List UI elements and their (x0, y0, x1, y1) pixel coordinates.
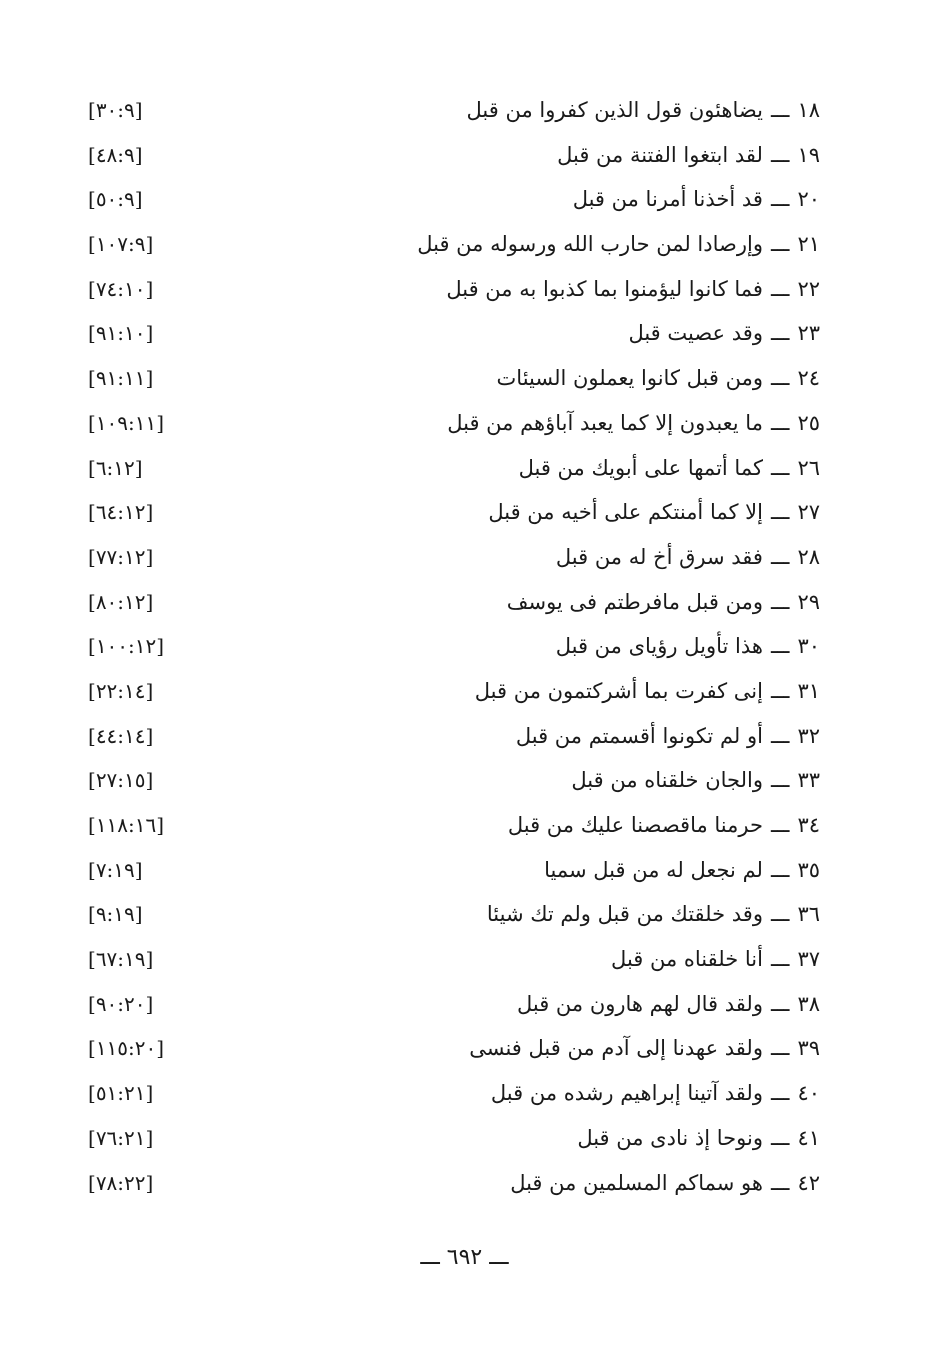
list-item (80, 758, 820, 803)
entry-text-line (487, 892, 820, 936)
entry-reference: [٧٨:٢٢] (88, 1170, 154, 1195)
entry-number: ٤٠ (797, 1081, 820, 1106)
list-item (80, 311, 820, 356)
entry-reference: [١٠٩:١١] (88, 410, 165, 435)
entry-reference: [٦٧:١٩] (88, 947, 154, 972)
entry-reference: [٩١:١١] (88, 366, 154, 391)
entry-phrase: ولقد قال لهم هارون من قبل (516, 991, 763, 1016)
entry-reference: [١٠٧:٩] (88, 232, 154, 257)
list-item (80, 982, 820, 1027)
entry-phrase: حرمنا ماقصصنا عليك من قبل (507, 813, 763, 837)
entry-text-line (488, 490, 820, 534)
entry-reference: [٥١:٢١] (88, 1081, 154, 1106)
entry-number: ١٩ (797, 142, 820, 167)
entry-phrase: فقد سرق أخ له من قبل (555, 544, 763, 569)
entry-dash: ـــ (770, 813, 790, 837)
entry-text-line (510, 1161, 820, 1205)
entry-text-line (573, 177, 820, 221)
entry-text-line (507, 580, 820, 624)
entry-dash: ـــ (770, 455, 790, 480)
entry-text-line (557, 133, 820, 177)
entry-text-line (516, 714, 820, 758)
entry-text-line (491, 1071, 820, 1115)
entry-number: ١٨ (797, 98, 820, 122)
entry-dash: ـــ (770, 187, 790, 212)
entry-number: ٢٥ (797, 410, 820, 435)
entry-reference: [٧:١٩] (88, 857, 143, 882)
list-item (80, 356, 820, 401)
entry-phrase: كما أتمها على أبويك من قبل (518, 455, 763, 480)
entry-text-line (556, 535, 820, 579)
entry-number: ٣٣ (797, 768, 820, 793)
entry-number: ٣٥ (797, 857, 820, 882)
entry-number: ٢٧ (797, 500, 820, 525)
list-item (80, 1071, 820, 1116)
entry-dash: ـــ (770, 544, 790, 569)
entry-text-line (556, 624, 820, 668)
entry-text-line (497, 356, 820, 400)
entry-dash: ـــ (770, 366, 790, 391)
entry-dash: ـــ (770, 634, 790, 659)
list-item (80, 937, 820, 982)
entry-reference: [٦٤:١٢] (88, 500, 154, 525)
entry-text-line (446, 267, 820, 311)
entry-dash: ـــ (770, 1081, 790, 1106)
entry-dash: ـــ (770, 98, 790, 122)
entry-number: ٢٣ (797, 321, 820, 346)
entry-phrase: ولقد عهدنا إلى آدم من قبل فنسى (469, 1036, 763, 1061)
entry-text-line (611, 937, 820, 981)
entry-phrase: ونوحا إذ نادى من قبل (577, 1125, 763, 1150)
entry-number: ٢١ (797, 232, 820, 257)
entry-dash: ـــ (770, 947, 790, 972)
page-number: ـــ ٦٩٢ ـــ (420, 1245, 509, 1270)
entry-text-line (447, 401, 820, 445)
entry-number: ٣٤ (797, 813, 820, 837)
entry-reference: [٩١:١٠] (88, 321, 154, 346)
entry-reference: [١١٥:٢٠] (88, 1036, 165, 1061)
list-item (80, 1116, 820, 1161)
entry-dash: ـــ (770, 232, 790, 257)
entry-reference: [٩:١٩] (88, 902, 143, 927)
entry-reference: [٧٦:٢١] (88, 1125, 154, 1150)
entry-phrase: وقد خلقتك من قبل ولم تك شيئا (486, 902, 763, 927)
list-item (80, 848, 820, 893)
entry-phrase: ومن قبل كانوا يعملون السيئات (496, 366, 763, 391)
entry-reference: [٤٤:١٤] (88, 723, 154, 748)
list-item (80, 669, 820, 714)
entry-reference: [٢٧:١٥] (88, 768, 154, 793)
list-item (80, 580, 820, 625)
list-item (80, 892, 820, 937)
entry-reference: [٣٠:٩] (88, 98, 143, 122)
entry-text-line (467, 88, 820, 132)
list-item (80, 446, 820, 491)
entry-phrase: إنى كفرت بما أشركتمون من قبل (474, 678, 763, 703)
entry-dash: ـــ (770, 991, 790, 1016)
entry-dash: ـــ (770, 276, 790, 301)
entry-number: ٣١ (797, 678, 820, 703)
entry-number: ٢٤ (797, 366, 820, 391)
entry-text-line (628, 311, 820, 355)
entry-reference: [٢٢:١٤] (88, 678, 154, 703)
entry-reference: [٦:١٢] (88, 455, 143, 480)
entry-number: ٣٩ (797, 1036, 820, 1061)
entry-phrase: أو لم تكونوا أقسمتم من قبل (515, 723, 763, 748)
entry-phrase: إلا كما أمنتكم على أخيه من قبل (488, 500, 763, 525)
entry-text-line (571, 758, 820, 802)
entry-phrase: فما كانوا ليؤمنوا بما كذبوا به من قبل (446, 276, 763, 301)
entry-number: ٢٩ (797, 589, 820, 614)
list-item (80, 535, 820, 580)
list-item (80, 177, 820, 222)
entry-reference: [٧٤:١٠] (88, 276, 154, 301)
entry-reference: [١١٨:١٦] (88, 813, 165, 837)
entry-number: ٣٦ (797, 902, 820, 927)
entry-number: ٣٨ (797, 991, 820, 1016)
entry-phrase: لم نجعل له من قبل سميا (544, 857, 763, 882)
list-item (80, 401, 820, 446)
entry-number: ٤١ (797, 1125, 820, 1150)
list-item (80, 267, 820, 312)
list-item (80, 714, 820, 759)
entry-reference: [٥٠:٩] (88, 187, 143, 212)
entry-phrase: ومن قبل مافرطتم فى يوسف (506, 589, 763, 614)
list-item (80, 88, 820, 133)
entry-number: ٢٠ (797, 187, 820, 212)
entry-phrase: هو سماكم المسلمين من قبل (510, 1170, 763, 1195)
list-item (80, 803, 820, 848)
entry-number: ٢٦ (797, 455, 820, 480)
list-item (80, 624, 820, 669)
list-item (80, 490, 820, 535)
entry-reference: [٩٠:٢٠] (88, 991, 154, 1016)
entry-text-line (519, 446, 820, 490)
list-item (80, 1161, 820, 1206)
entry-dash: ـــ (770, 902, 790, 927)
entry-phrase: وإرصادا لمن حارب الله ورسوله من قبل (417, 232, 763, 257)
entry-reference: [٨٠:١٢] (88, 589, 154, 614)
entry-reference: [٧٧:١٢] (88, 544, 154, 569)
entry-phrase: قد أخذنا أمرنا من قبل (572, 187, 763, 212)
entry-phrase: هذا تأويل رؤياى من قبل (555, 634, 763, 659)
entry-reference: [٤٨:٩] (88, 142, 143, 167)
entry-number: ٣٧ (797, 947, 820, 972)
entry-dash: ـــ (770, 500, 790, 525)
entry-dash: ـــ (770, 1170, 790, 1195)
entry-dash: ـــ (770, 1036, 790, 1061)
entry-dash: ـــ (770, 1125, 790, 1150)
entry-phrase: يضاهئون قول الذين كفروا من قبل (466, 98, 763, 122)
entry-phrase: وقد عصيت قبل (628, 321, 763, 346)
entry-number: ٣٠ (797, 634, 820, 659)
entry-phrase: ولقد آتينا إبراهيم رشده من قبل (490, 1081, 763, 1106)
entry-text-line (508, 803, 820, 847)
entry-dash: ـــ (770, 589, 790, 614)
entry-number: ٤٢ (797, 1170, 820, 1195)
entry-number: ٢٢ (797, 276, 820, 301)
entry-text-line (577, 1116, 820, 1160)
entry-dash: ـــ (770, 410, 790, 435)
entry-dash: ـــ (770, 857, 790, 882)
list-item (80, 222, 820, 267)
entry-text-line (469, 1026, 820, 1070)
entry-reference: [١٠٠:١٢] (88, 634, 165, 659)
entry-dash: ـــ (770, 678, 790, 703)
entry-number: ٣٢ (797, 723, 820, 748)
entry-text-line (517, 982, 820, 1026)
entry-number: ٢٨ (797, 544, 820, 569)
entry-phrase: أنا خلقناه من قبل (611, 947, 763, 972)
entry-dash: ـــ (770, 321, 790, 346)
list-item (80, 1026, 820, 1071)
entry-list (80, 88, 820, 1205)
entry-dash: ـــ (770, 142, 790, 167)
entry-phrase: ما يعبدون إلا كما يعبد آباؤهم من قبل (447, 410, 763, 435)
list-item (80, 133, 820, 178)
entry-dash: ـــ (770, 723, 790, 748)
entry-text-line (417, 222, 820, 266)
entry-text-line (544, 848, 820, 892)
entry-phrase: لقد ابتغوا الفتنة من قبل (557, 142, 763, 167)
entry-text-line (475, 669, 820, 713)
entry-phrase: والجان خلقناه من قبل (571, 768, 763, 793)
entry-dash: ـــ (770, 768, 790, 793)
